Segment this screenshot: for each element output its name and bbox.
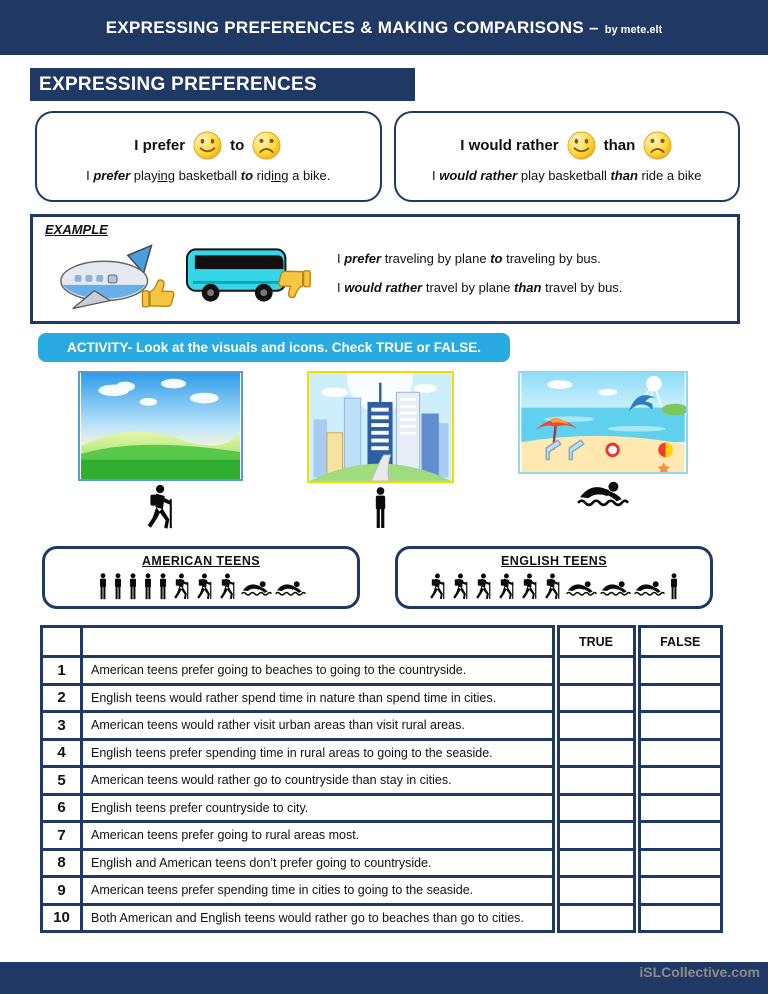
footer-bar	[0, 962, 768, 994]
false-answer-cell[interactable]	[637, 767, 722, 795]
table-row	[42, 684, 722, 712]
row-number: 2	[42, 684, 82, 712]
row-number: 10	[42, 904, 82, 932]
row-number: 9	[42, 877, 82, 905]
true-answer-cell[interactable]	[556, 684, 637, 712]
hiker-icon	[451, 573, 471, 600]
american-teens-label: AMERICAN TEENS	[141, 554, 261, 568]
person-icon	[127, 573, 139, 600]
false-column-header: FALSE	[637, 627, 722, 657]
hiker-icon	[143, 484, 179, 530]
table-row	[42, 657, 722, 685]
true-answer-cell[interactable]	[556, 822, 637, 850]
row-number: 5	[42, 767, 82, 795]
true-answer-cell[interactable]	[556, 849, 637, 877]
rule-boxes-row	[35, 111, 740, 202]
section-title-banner	[30, 68, 415, 101]
prefer-rule-box	[35, 111, 382, 202]
countryside-image	[78, 371, 243, 481]
would-rather-rule-title: I would rather than	[460, 130, 673, 161]
hiker-icon	[474, 573, 494, 600]
happy-face-icon	[566, 130, 597, 161]
plane-thumbs-up-image	[53, 239, 179, 313]
true-answer-cell[interactable]	[556, 904, 637, 932]
table-row	[42, 767, 722, 795]
page-title: EXPRESSING PREFERENCES & MAKING COMPARISONS –	[105, 17, 599, 37]
row-number: 7	[42, 822, 82, 850]
true-answer-cell[interactable]	[556, 657, 637, 685]
true-answer-cell[interactable]	[556, 794, 637, 822]
american-teens-icons	[49, 571, 353, 600]
city-image	[307, 371, 454, 483]
row-statement: American teens prefer going to beaches to going to the countryside.	[82, 657, 556, 685]
page-header	[0, 0, 768, 57]
person-icon	[157, 573, 169, 600]
swimmer-icon	[275, 579, 306, 598]
would-rather-rule-sentence: I would rather play basketball than ride a bike	[431, 168, 702, 183]
example-sentence-1: I prefer traveling by plane to traveling by bus.	[337, 251, 601, 266]
row-statement: English teens prefer countryside to city.	[82, 794, 556, 822]
row-statement: American teens would rather go to countryside than stay in cities.	[82, 767, 556, 795]
false-answer-cell[interactable]	[637, 904, 722, 932]
false-answer-cell[interactable]	[637, 877, 722, 905]
example-images	[45, 239, 313, 313]
row-statement: American teens would rather visit urban areas than visit rural areas.	[82, 712, 556, 740]
activity-label: ACTIVITY- Look at the visuals and icons. Check TRUE or FALSE.	[66, 340, 482, 355]
example-sentence-2: I would rather travel by plane than travel by bus.	[337, 280, 623, 295]
person-icon	[372, 486, 389, 530]
hiker-icon	[520, 573, 540, 600]
bus-thumbs-down-image	[185, 243, 313, 309]
false-answer-cell[interactable]	[637, 794, 722, 822]
false-answer-cell[interactable]	[637, 712, 722, 740]
table-row	[42, 877, 722, 905]
table-row	[42, 849, 722, 877]
example-label: EXAMPLE	[45, 222, 108, 237]
english-teens-box	[395, 546, 713, 609]
swimmer-icon	[577, 477, 629, 511]
table-row	[42, 904, 722, 932]
prefer-rule-title: I prefer to	[134, 130, 282, 161]
american-teens-box	[42, 546, 360, 609]
false-answer-cell[interactable]	[637, 822, 722, 850]
row-statement: English and American teens don’t prefer going to countryside.	[82, 849, 556, 877]
row-statement: English teens would rather spend time in nature than spend time in cities.	[82, 684, 556, 712]
true-false-table	[40, 625, 723, 933]
row-statement: American teens prefer spending time in cities to going to the seaside.	[82, 877, 556, 905]
true-answer-cell[interactable]	[556, 712, 637, 740]
prefer-rule-sentence: I prefer playing basketball to riding a bike.	[86, 168, 331, 183]
example-sentences	[313, 243, 725, 309]
false-answer-cell[interactable]	[637, 849, 722, 877]
row-statement: American teens prefer going to rural areas most.	[82, 822, 556, 850]
hiker-icon	[543, 573, 563, 600]
happy-face-icon	[192, 130, 223, 161]
activity-banner	[38, 333, 510, 362]
countryside-column	[78, 371, 243, 530]
true-answer-cell[interactable]	[556, 877, 637, 905]
swimmer-icon	[600, 579, 631, 598]
row-number: 8	[42, 849, 82, 877]
row-number: 3	[42, 712, 82, 740]
row-number: 1	[42, 657, 82, 685]
table-row	[42, 712, 722, 740]
hiker-icon	[497, 573, 517, 600]
english-teens-icons	[402, 571, 706, 600]
teen-groups-row	[42, 546, 768, 609]
would-rather-rule-box	[394, 111, 741, 202]
true-answer-cell[interactable]	[556, 739, 637, 767]
watermark: iSLCollective.com	[639, 964, 760, 980]
visuals-row	[78, 371, 688, 530]
row-number: 4	[42, 739, 82, 767]
section-title: EXPRESSING PREFERENCES	[39, 74, 317, 95]
false-answer-cell[interactable]	[637, 684, 722, 712]
page-byline: by mete.elt	[604, 24, 663, 36]
row-statement: Both American and English teens would rather go to beaches than go to cities.	[82, 904, 556, 932]
swimmer-icon	[566, 579, 597, 598]
hiker-icon	[218, 573, 238, 600]
person-icon	[112, 573, 124, 600]
example-box	[30, 214, 740, 324]
sad-face-icon	[642, 130, 673, 161]
true-column-header: TRUE	[556, 627, 637, 657]
beach-image	[518, 371, 688, 474]
false-answer-cell[interactable]	[637, 657, 722, 685]
hiker-icon	[172, 573, 192, 600]
person-icon	[142, 573, 154, 600]
swimmer-icon	[241, 579, 272, 598]
english-teens-label: ENGLISH TEENS	[501, 554, 607, 568]
person-icon	[97, 573, 109, 600]
row-statement: English teens prefer spending time in rural areas to going to the seaside.	[82, 739, 556, 767]
beach-column	[518, 371, 688, 530]
row-number: 6	[42, 794, 82, 822]
header-statement-cell	[82, 627, 556, 657]
swimmer-icon	[634, 579, 665, 598]
table-row	[42, 739, 722, 767]
table-header-row	[42, 627, 722, 657]
sad-face-icon	[251, 130, 282, 161]
tf-table-body	[42, 657, 722, 932]
table-row	[42, 822, 722, 850]
table-row	[42, 794, 722, 822]
header-number-cell	[42, 627, 82, 657]
person-icon	[668, 573, 680, 600]
city-column	[307, 371, 454, 530]
hiker-icon	[428, 573, 448, 600]
hiker-icon	[195, 573, 215, 600]
true-answer-cell[interactable]	[556, 767, 637, 795]
false-answer-cell[interactable]	[637, 739, 722, 767]
